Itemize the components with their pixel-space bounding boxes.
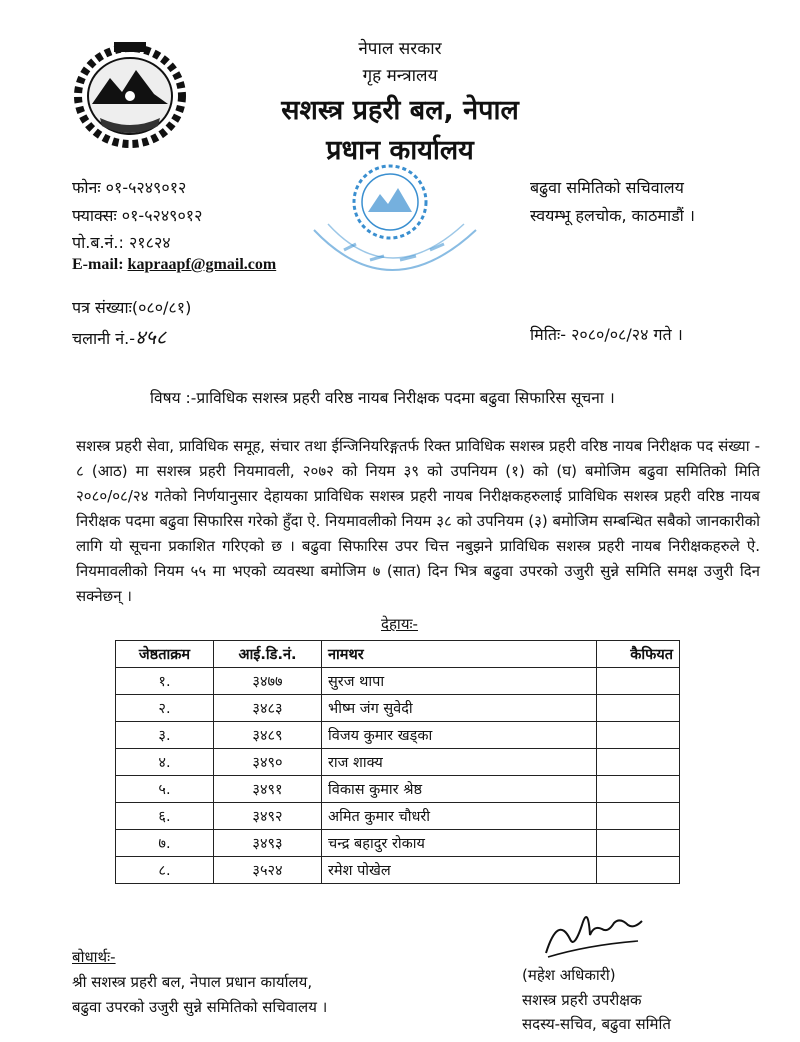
- cell-name: भीष्म जंग सुवेदी: [322, 695, 597, 722]
- table-row: [116, 722, 680, 749]
- cell-seniority: ४.: [116, 749, 214, 776]
- cell-id: ३४९३: [214, 830, 322, 857]
- cell-name: विकास कुमार श्रेष्ठ: [322, 776, 597, 803]
- signatory-rank: सशस्त्र प्रहरी उपरीक्षक: [522, 991, 642, 1009]
- table-row: [116, 776, 680, 803]
- cell-name: सुरज थापा: [322, 668, 597, 695]
- cell-id: ३४७७: [214, 668, 322, 695]
- header-office: प्रधान कार्यालय: [326, 135, 474, 166]
- cell-id: ३४९०: [214, 749, 322, 776]
- notice-body: सशस्त्र प्रहरी सेवा, प्राविधिक समूह, संचार तथा ईन्जिनियरिङ्गतर्फ रिक्त प्राविधिक सशस्त्र प्रहरी वरिष्ठ नायब निरीक्षक पद संख्या - ८ (आठ) मा सशस्त्र प्रहरी नियमावली, २०७२ को नियम ३९ को उपनियम (१) को (घ) बमोजिम बढुवा समितिको मिति २०८०/०८/२४ गतेको निर्णयानुसार देहायका प्राविधिक सशस्त्र प्रहरी नायब निरीक्षकहरुलाई प्राविधिक सशस्त्र प्रहरी वरिष्ठ नायब निरीक्षक पदमा बढुवा सिफारिस गरेको हुँदा ऐ. नियमावलीको नियम ३८ को उपनियम (३) बमोजिम सम्बन्धित सबैको जानकारीको लागि यो सूचना प्रकाशित गरिएको छ । बढुवा सिफारिस उपर चित्त नबुझने प्राविधिक सशस्त्र प्रहरी नायब निरीक्षकहरुले ऐ. नियमावलीको नियम ५५ मा भएको व्यवस्था बमोजिम ७ (सात) दिन भित्र बढुवा उपरको उजुरी सुन्ने समिति समक्ष उजुरी दिन सक्नेछन् ।: [76, 437, 760, 605]
- column-header-seniority: जेष्ठताक्रम: [116, 641, 214, 668]
- table-row: [116, 857, 680, 884]
- cell-id: ३५२४: [214, 857, 322, 884]
- cell-seniority: ८.: [116, 857, 214, 884]
- cell-id: ३४९१: [214, 776, 322, 803]
- fax-number: फ्याक्सः ०१-५२४९०१२: [72, 206, 203, 225]
- letter-date: मितिः- २०८०/०८/२४ गते ।: [530, 325, 683, 344]
- phone-number: फोनः ०१-५२४९०१२: [72, 178, 187, 197]
- signature-icon: [538, 895, 648, 965]
- header-line-ministry: गृह मन्त्रालय: [362, 66, 438, 86]
- dispatch-line: [72, 323, 166, 350]
- cell-remarks: [597, 857, 680, 884]
- email-label: E-mail:: [72, 256, 124, 273]
- column-header-name: नामथर: [322, 641, 597, 668]
- cc-line-2: बढुवा उपरको उजुरी सुन्ने समितिको सचिवालय ।: [72, 998, 328, 1016]
- column-header-remarks: कैफियत: [597, 641, 680, 668]
- cell-remarks: [597, 722, 680, 749]
- table-row: [116, 668, 680, 695]
- cell-id: ३४८९: [214, 722, 322, 749]
- cell-remarks: [597, 803, 680, 830]
- cell-name: चन्द्र बहादुर रोकाय: [322, 830, 597, 857]
- po-box: पो.ब.नं.: २१८२४: [72, 233, 171, 252]
- email-line: [72, 256, 276, 274]
- dispatch-label: चलानी नं.-: [72, 329, 136, 348]
- cell-name: विजय कुमार खड्का: [322, 722, 597, 749]
- cell-seniority: २.: [116, 695, 214, 722]
- cell-seniority: ६.: [116, 803, 214, 830]
- cell-seniority: ३.: [116, 722, 214, 749]
- cell-remarks: [597, 749, 680, 776]
- cell-remarks: [597, 695, 680, 722]
- office-name: बढुवा समितिको सचिवालय: [530, 178, 684, 197]
- cc-line-1: श्री सशस्त्र प्रहरी बल, नेपाल प्रधान कार्यालय,: [72, 973, 313, 991]
- cell-name: राज शाक्य: [322, 749, 597, 776]
- signatory-name: (महेश अधिकारी): [522, 966, 616, 984]
- header-organization: सशस्त्र प्रहरी बल, नेपाल: [281, 95, 519, 126]
- dispatch-number: ४५८: [135, 325, 167, 349]
- cell-name: अमित कुमार चौधरी: [322, 803, 597, 830]
- column-header-id: आई.डि.नं.: [214, 641, 322, 668]
- table-row: [116, 695, 680, 722]
- cell-name: रमेश पोखेल: [322, 857, 597, 884]
- cc-label: बोधार्थः-: [72, 948, 116, 966]
- signatory-role: सदस्य-सचिव, बढुवा समिति: [522, 1015, 671, 1033]
- cell-seniority: १.: [116, 668, 214, 695]
- cell-seniority: ५.: [116, 776, 214, 803]
- office-stamp-icon: [300, 160, 490, 320]
- list-heading: देहायः-: [381, 615, 418, 633]
- cell-id: ३४८३: [214, 695, 322, 722]
- cell-remarks: [597, 668, 680, 695]
- table-header-row: [116, 641, 680, 668]
- cell-id: ३४९२: [214, 803, 322, 830]
- header-line-government: नेपाल सरकार: [358, 39, 442, 59]
- office-address: स्वयम्भू हलचोक, काठमाडौं ।: [530, 206, 695, 225]
- cell-remarks: [597, 830, 680, 857]
- cell-seniority: ७.: [116, 830, 214, 857]
- subject-line: विषय :-प्राविधिक सशस्त्र प्रहरी वरिष्ठ नायब निरीक्षक पदमा बढुवा सिफारिस सूचना ।: [150, 389, 615, 407]
- table-row: [116, 749, 680, 776]
- table-row: [116, 830, 680, 857]
- promotion-table: [115, 640, 680, 884]
- cell-remarks: [597, 776, 680, 803]
- letter-number: पत्र संख्याः(०८०/८१): [72, 298, 192, 317]
- email-link[interactable]: kapraapf@gmail.com: [127, 256, 277, 273]
- table-row: [116, 803, 680, 830]
